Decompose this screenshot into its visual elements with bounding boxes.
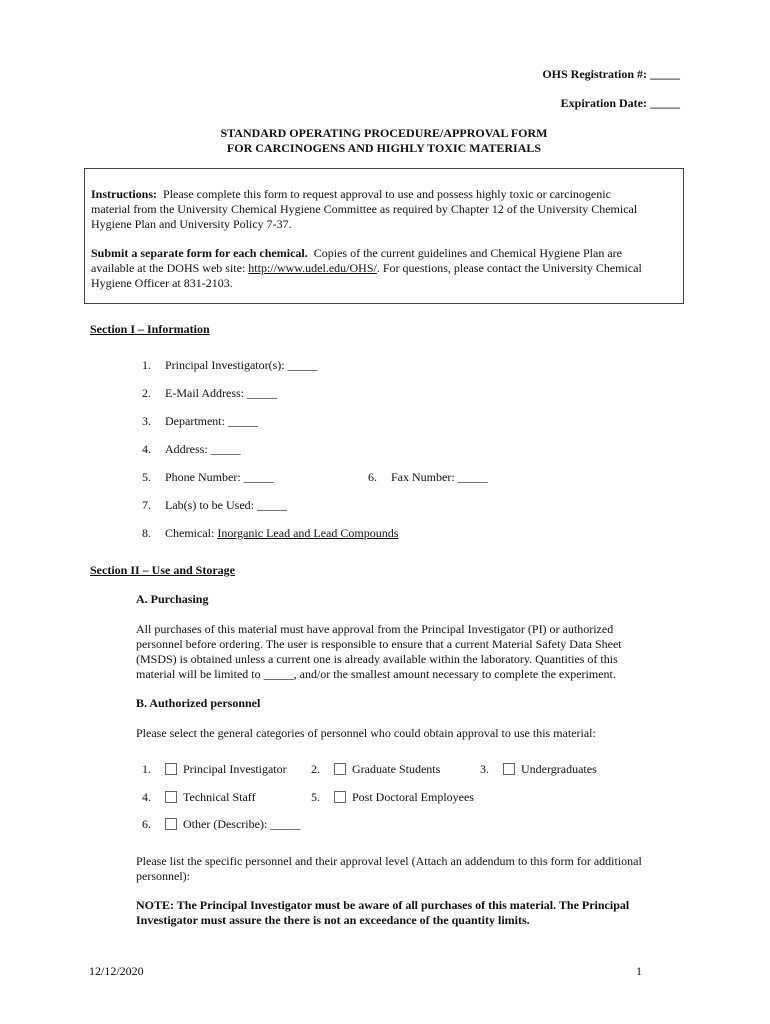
option-label-5: Post Doctoral Employees: [352, 790, 474, 804]
labs-field: Lab(s) to be Used: _____: [165, 498, 287, 512]
address-field: Address: _____: [165, 442, 241, 456]
email-field: E-Mail Address: _____: [165, 386, 277, 400]
option-label-2: Graduate Students: [352, 762, 441, 776]
phone-field: Phone Number: _____: [165, 470, 274, 484]
option-num-6: 6.: [142, 817, 151, 831]
instructions-text: Please complete this form to request approval to use and possess highly toxic or carcinogenic: [163, 187, 611, 201]
fax-field: Fax Number: _____: [391, 470, 488, 484]
section1-heading: Section I – Information: [90, 322, 210, 336]
chemical-value: Inorganic Lead and Lead Compounds: [217, 526, 399, 540]
note-line1: NOTE: The Principal Investigator must be aware of all purchases of this material. The Principal: [136, 898, 630, 912]
form-title-line2: FOR CARCINOGENS AND HIGHLY TOXIC MATERIALS: [226, 141, 542, 155]
option-technical-staff[interactable]: [165, 790, 256, 805]
authorized-intro: Please select the general categories of personnel who could obtain approval to use this material:: [136, 726, 596, 740]
option-num-1: 1.: [142, 762, 151, 776]
website-line: [91, 261, 642, 276]
department-field: Department: _____: [165, 414, 258, 428]
option-graduate-students[interactable]: [334, 762, 440, 777]
option-postdoc[interactable]: [334, 790, 474, 805]
checkbox-other[interactable]: [165, 818, 177, 830]
option-label-6: Other (Describe): _____: [183, 817, 301, 831]
item-num-8: 8.: [142, 526, 151, 540]
option-label-3: Undergraduates: [521, 762, 597, 776]
form-title-line1: STANDARD OPERATING PROCEDURE/APPROVAL FORM: [220, 126, 548, 140]
checkbox-undergraduates[interactable]: [503, 763, 515, 775]
instructions-line3: Hygiene Plan and University Policy 7-37.: [91, 217, 292, 231]
option-num-3: 3.: [480, 762, 489, 776]
checkbox-technical-staff[interactable]: [165, 791, 177, 803]
purchasing-line1: All purchases of this material must have approval from the Principal Investigator (PI) or authorized: [136, 622, 614, 636]
principal-investigator-field: Principal Investigator(s): _____: [165, 358, 318, 372]
list-personnel-line2: personnel):: [136, 869, 190, 883]
purchasing-line2: personnel before ordering. The user is responsible to ensure that a current Material Safety Data Sheet: [136, 637, 622, 651]
purchasing-line4: material will be limited to _____, and/or the smallest amount necessary to complete the experiment.: [136, 667, 616, 681]
chemical-label: Chemical:: [165, 526, 218, 540]
footer-date: 12/12/2020: [89, 964, 144, 978]
item-num-6: 6.: [368, 470, 377, 484]
item-num-5: 5.: [142, 470, 151, 484]
dohs-link[interactable]: http://www.udel.edu/OHS/: [248, 261, 377, 275]
expiration-date-field: Expiration Date: _____: [560, 96, 680, 110]
item-num-7: 7.: [142, 498, 151, 512]
instructions-label: Instructions:: [91, 187, 158, 201]
checkbox-postdoc[interactable]: [334, 791, 346, 803]
website-pre: available at the DOHS web site:: [91, 261, 249, 275]
option-label-4: Technical Staff: [183, 790, 256, 804]
page-number: 1: [636, 964, 642, 978]
item-num-1: 1.: [142, 358, 151, 372]
submit-rest: Copies of the current guidelines and Chemical Hygiene Plan are: [313, 246, 622, 260]
chemical-line: [165, 526, 398, 541]
item-num-2: 2.: [142, 386, 151, 400]
item-num-4: 4.: [142, 442, 151, 456]
instructions-line1: [91, 187, 611, 202]
ohs-registration-field: OHS Registration #: _____: [542, 67, 680, 81]
option-principal-investigator[interactable]: [165, 762, 287, 777]
option-undergraduates[interactable]: [503, 762, 597, 777]
option-other[interactable]: [165, 817, 300, 832]
section2-heading: Section II – Use and Storage: [90, 563, 236, 577]
option-label-1: Principal Investigator: [183, 762, 287, 776]
instructions-line2: material from the University Chemical Hygiene Committee as required by Chapter 12 of the University Chemical: [91, 202, 638, 216]
item-num-3: 3.: [142, 414, 151, 428]
website-post: . For questions, please contact the University Chemical: [376, 261, 642, 275]
authorized-heading: B. Authorized personnel: [136, 696, 261, 710]
option-num-5: 5.: [311, 790, 320, 804]
purchasing-heading: A. Purchasing: [136, 592, 209, 606]
note-line2: Investigator must assure the there is not an exceedance of the quantity limits.: [136, 913, 530, 927]
option-num-4: 4.: [142, 790, 151, 804]
list-personnel-line1: Please list the specific personnel and their approval level (Attach an addendum to this form for additional: [136, 854, 642, 868]
submit-bold: Submit a separate form for each chemical.: [91, 246, 308, 260]
checkbox-graduate-students[interactable]: [334, 763, 346, 775]
submit-line: [91, 246, 622, 261]
instructions-line6: Hygiene Officer at 831-2103.: [91, 276, 233, 290]
purchasing-line3: (MSDS) is obtained unless a current one is already available within the laboratory. Quantities of this: [136, 652, 618, 666]
option-num-2: 2.: [311, 762, 320, 776]
checkbox-principal-investigator[interactable]: [165, 763, 177, 775]
